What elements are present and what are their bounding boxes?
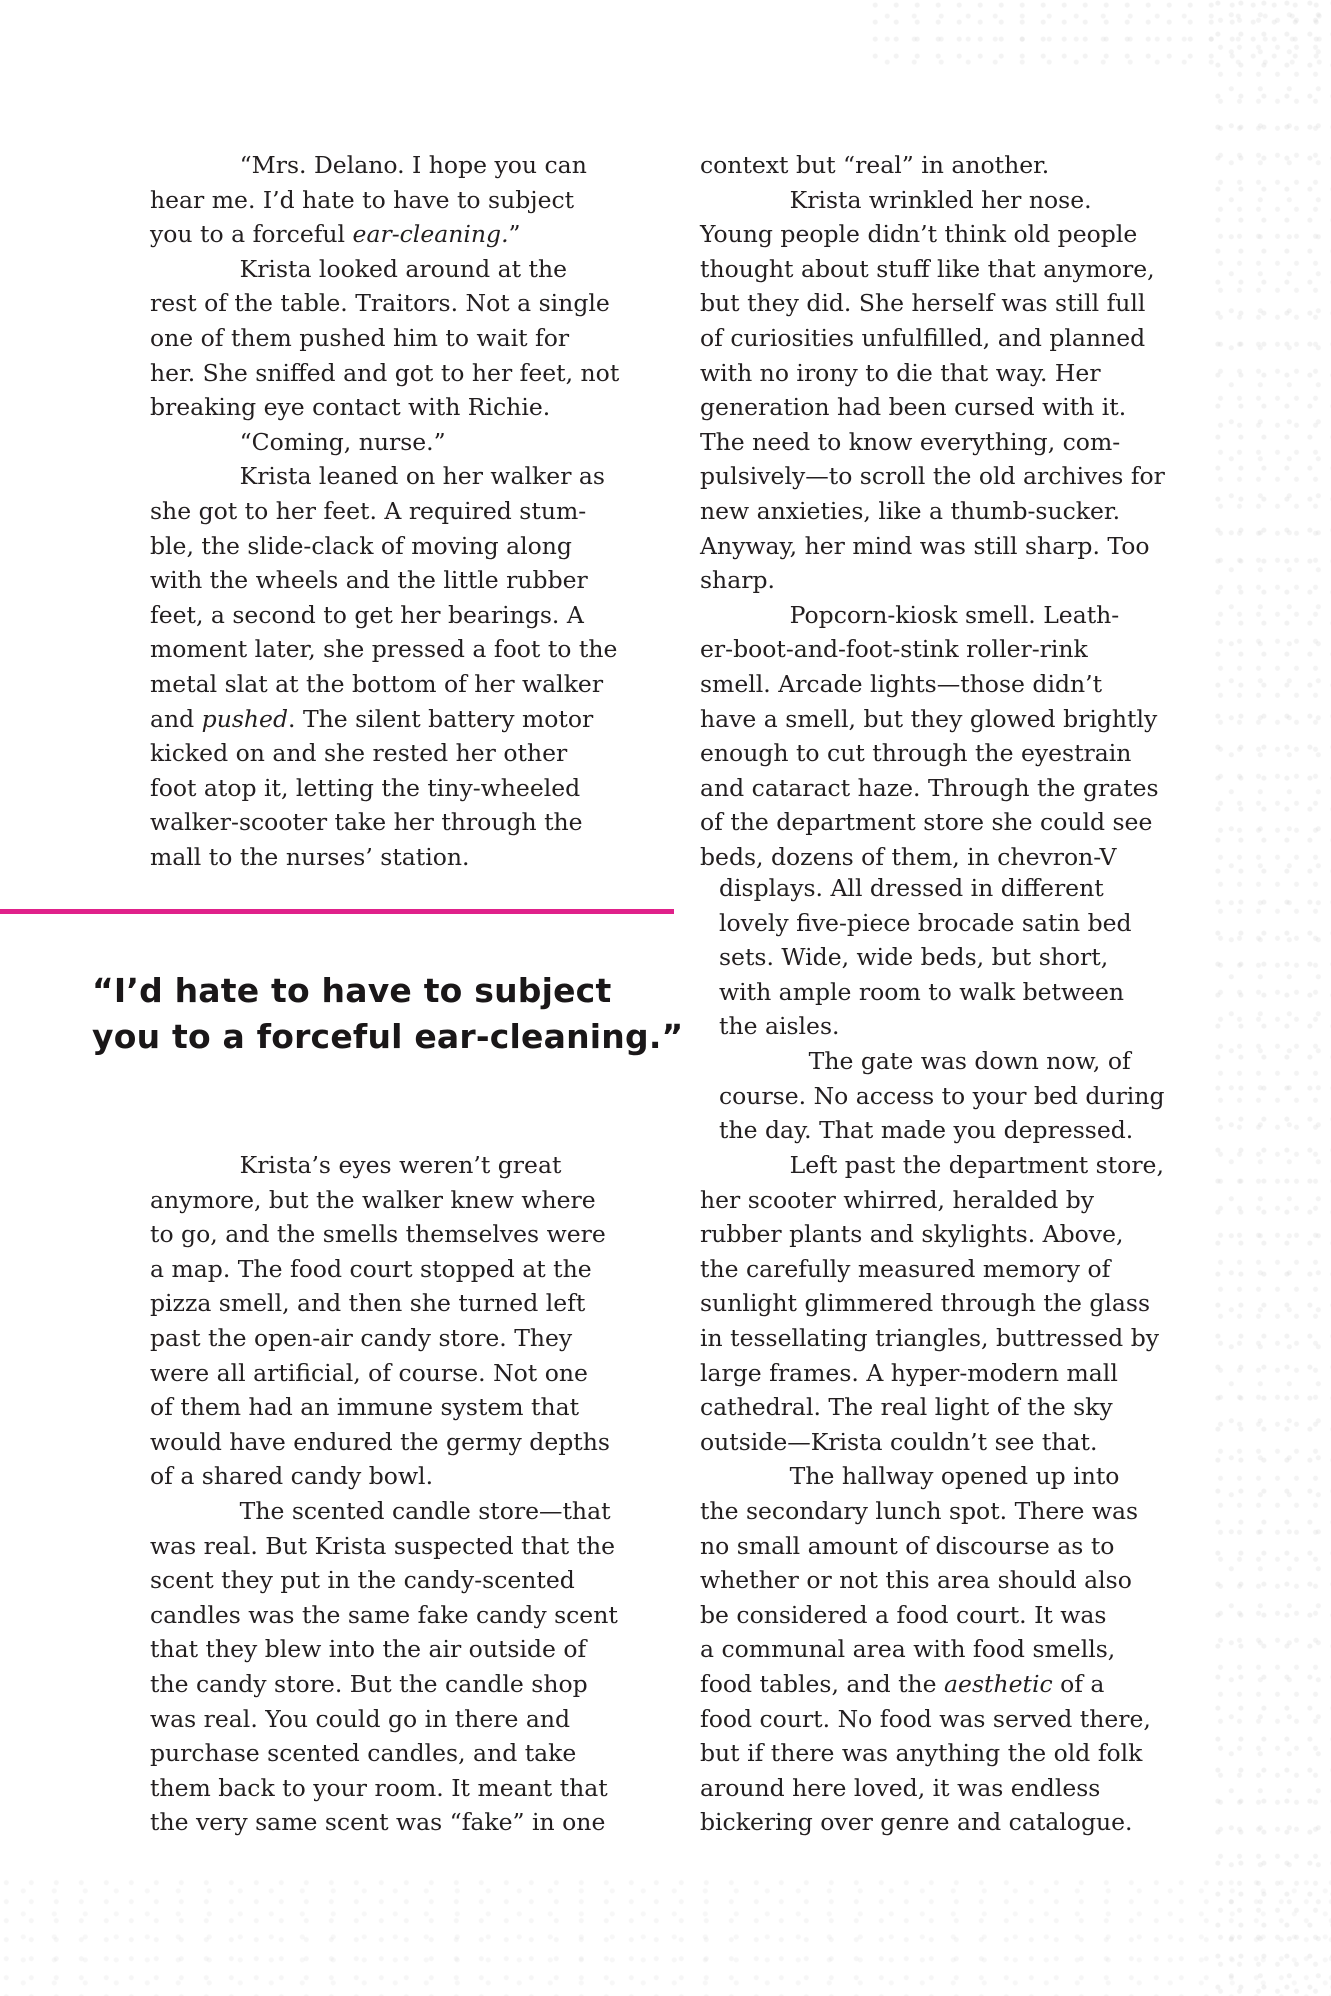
text-segment: a communal area with food smells, — [700, 1635, 1116, 1664]
text-segment: Left past the department store, — [789, 1151, 1164, 1179]
text-segment: of curiosities unfulfilled, and planned — [700, 323, 1146, 352]
text-segment: was real. You could go in there and — [150, 1704, 571, 1733]
text-line — [150, 1736, 618, 1771]
text-segment: “Coming, nurse.” — [239, 427, 446, 456]
text-line — [150, 1494, 618, 1529]
text-line — [150, 529, 619, 564]
pull-quote — [92, 968, 683, 1060]
text-line — [700, 459, 1165, 494]
text-segment: whether or not this area should also — [700, 1566, 1132, 1595]
text-line — [700, 252, 1165, 287]
text-line — [700, 1148, 1164, 1183]
text-line — [700, 1702, 1164, 1737]
text-line — [150, 321, 619, 356]
italic-segment: aesthetic — [944, 1669, 1053, 1698]
text-line — [150, 1252, 618, 1287]
text-segment: with no irony to die that way. Her — [700, 358, 1101, 387]
text-line — [150, 494, 619, 529]
text-line — [700, 805, 1165, 840]
text-segment: ble, the slide-clack of moving along — [150, 531, 572, 560]
text-line — [700, 598, 1165, 633]
text-line — [700, 1183, 1164, 1218]
text-segment: be considered a food court. It was — [700, 1600, 1107, 1629]
text-line — [700, 390, 1165, 425]
italic-segment: pushed — [201, 704, 288, 733]
text-segment: you to a forceful — [150, 220, 353, 249]
text-line — [150, 736, 619, 771]
text-line — [150, 771, 619, 806]
text-segment: the aisles. — [719, 1012, 840, 1041]
text-segment: would have endured the germy depths — [150, 1427, 610, 1456]
text-segment: sets. Wide, wide beds, but short, — [719, 943, 1109, 972]
text-segment: rubber plants and skylights. Above, — [700, 1220, 1124, 1249]
text-line — [150, 667, 619, 702]
text-segment: food court. No food was served there, — [700, 1704, 1151, 1733]
text-segment: pizza smell, and then she turned left — [150, 1289, 586, 1318]
text-segment: moment later, she pressed a foot to the — [150, 635, 618, 664]
text-segment: foot atop it, letting the tiny-wheeled — [150, 773, 581, 802]
pull-quote-line-1: “I’d hate to have to subject — [92, 971, 612, 1010]
text-line — [150, 148, 619, 183]
text-segment: the day. That made you depressed. — [719, 1116, 1134, 1145]
text-line — [700, 1771, 1164, 1806]
text-line — [700, 1805, 1164, 1840]
text-line — [150, 459, 619, 494]
text-segment: The gate was down now, of — [808, 1046, 1131, 1075]
text-line — [700, 1529, 1164, 1564]
text-segment: a map. The food court stopped at the — [150, 1254, 592, 1283]
text-line — [700, 425, 1165, 460]
text-line — [700, 667, 1165, 702]
text-line — [700, 840, 1165, 875]
text-line — [150, 840, 619, 875]
text-segment: one of them pushed him to wait for — [150, 323, 570, 352]
text-segment: sharp. — [700, 566, 775, 595]
text-line — [150, 1183, 618, 1218]
text-segment: er-boot-and-foot-stink roller-rink — [700, 635, 1088, 664]
text-line — [700, 736, 1165, 771]
text-segment: of a shared candy bowl. — [150, 1462, 434, 1491]
text-segment: The need to know everything, com- — [700, 427, 1121, 456]
text-line — [719, 940, 1165, 975]
text-line — [700, 1356, 1164, 1391]
text-line — [150, 1598, 618, 1633]
text-segment: Young people didn’t think old people — [700, 220, 1138, 249]
text-line — [150, 805, 619, 840]
text-segment: of a — [1052, 1669, 1105, 1698]
text-line — [700, 286, 1165, 321]
text-segment: metal slat at the bottom of her walker — [150, 669, 604, 698]
text-line — [700, 183, 1165, 218]
text-line — [150, 1667, 618, 1702]
text-line — [150, 1459, 618, 1494]
text-line — [700, 1321, 1164, 1356]
text-segment: rest of the table. Traitors. Not a single — [150, 289, 610, 318]
right-column-text-top — [700, 148, 1165, 874]
text-line — [150, 252, 619, 287]
left-column-text-top — [150, 148, 619, 874]
text-segment: lovely five-piece brocade satin bed — [719, 908, 1132, 937]
text-line — [719, 1009, 1165, 1044]
text-line — [150, 1632, 618, 1667]
text-segment: with the wheels and the little rubber — [150, 566, 588, 595]
text-segment: that they blew into the air outside of — [150, 1635, 587, 1664]
left-column-text-bottom — [150, 1148, 618, 1840]
text-segment: Anyway, her mind was still sharp. Too — [700, 531, 1150, 560]
text-line — [150, 1425, 618, 1460]
text-segment: in tessellating triangles, buttressed by — [700, 1323, 1160, 1352]
text-segment: food tables, and the — [700, 1669, 945, 1698]
text-line — [150, 1805, 618, 1840]
text-segment: was real. But Krista suspected that the — [150, 1531, 616, 1560]
text-segment: new anxieties, like a thumb-sucker. — [700, 496, 1121, 525]
text-segment: The scented candle store—that — [239, 1496, 611, 1525]
text-line — [150, 1702, 618, 1737]
text-line — [700, 1494, 1164, 1529]
text-line — [700, 321, 1165, 356]
text-line — [150, 286, 619, 321]
text-segment: to go, and the smells themselves were — [150, 1220, 606, 1249]
text-line — [150, 563, 619, 598]
text-segment: pulsively—to scroll the old archives for — [700, 462, 1165, 491]
text-segment: . The silent battery motor — [288, 704, 594, 733]
text-segment: kicked on and she rested her other — [150, 739, 568, 768]
text-segment: thought about stuff like that anymore, — [700, 254, 1155, 283]
text-segment: smell. Arcade lights—those didn’t — [700, 669, 1103, 698]
italic-segment: ear-cleaning. — [352, 220, 509, 249]
text-segment: anymore, but the walker knew where — [150, 1185, 596, 1214]
text-line — [150, 217, 619, 252]
text-segment: Krista’s eyes weren’t great — [239, 1151, 562, 1179]
text-segment: beds, dozens of them, in chevron-V — [700, 842, 1117, 871]
text-segment: of the department store she could see — [700, 808, 1153, 837]
text-line — [700, 529, 1165, 564]
text-line — [700, 1252, 1164, 1287]
text-segment: Krista wrinkled her nose. — [789, 185, 1092, 214]
text-line — [150, 1529, 618, 1564]
text-line — [150, 1563, 618, 1598]
text-segment: The hallway opened up into — [789, 1462, 1120, 1491]
text-line — [150, 1771, 618, 1806]
text-segment: context but “real” in another. — [700, 151, 1050, 179]
text-segment: scent they put in the candy-scented — [150, 1566, 575, 1595]
text-line — [150, 1286, 618, 1321]
text-line — [700, 632, 1165, 667]
text-line — [700, 1217, 1164, 1252]
text-line — [719, 871, 1165, 906]
text-segment: hear me. I’d hate to have to subject — [150, 185, 575, 214]
text-line — [700, 702, 1165, 737]
text-line — [700, 563, 1165, 598]
text-line — [700, 1667, 1164, 1702]
text-segment: the very same scent was “fake” in one — [150, 1808, 606, 1837]
text-line — [150, 1356, 618, 1391]
text-line — [700, 1632, 1164, 1667]
text-segment: Krista looked around at the — [239, 254, 567, 283]
text-segment: “Mrs. Delano. I hope you can — [239, 151, 587, 179]
text-line — [150, 702, 619, 737]
text-segment: the carefully measured memory of — [700, 1254, 1111, 1283]
text-line — [700, 494, 1165, 529]
text-segment: walker-scooter take her through the — [150, 808, 583, 837]
text-segment: no small amount of discourse as to — [700, 1531, 1115, 1560]
text-line — [150, 598, 619, 633]
text-segment: enough to cut through the eyestrain — [700, 739, 1132, 768]
text-segment: ” — [508, 220, 521, 249]
text-segment: the secondary lunch spot. There was — [700, 1496, 1139, 1525]
text-segment: candles was the same fake candy scent — [150, 1600, 618, 1629]
text-line — [150, 1148, 618, 1183]
text-segment: cathedral. The real light of the sky — [700, 1393, 1113, 1422]
text-line — [719, 1079, 1165, 1114]
text-line — [719, 1113, 1165, 1148]
text-line — [700, 356, 1165, 391]
text-segment: her scooter whirred, heralded by — [700, 1185, 1095, 1214]
text-segment: feet, a second to get her bearings. A — [150, 600, 584, 629]
text-segment: breaking eye contact with Richie. — [150, 393, 551, 422]
text-segment: but they did. She herself was still full — [700, 289, 1146, 318]
text-segment: the candy store. But the candle shop — [150, 1669, 588, 1698]
text-segment: Popcorn-kiosk smell. Leath- — [789, 600, 1120, 629]
text-segment: past the open-air candy store. They — [150, 1323, 573, 1352]
text-line — [150, 390, 619, 425]
text-line — [700, 1425, 1164, 1460]
text-segment: large frames. A hyper-modern mall — [700, 1358, 1118, 1387]
text-segment: them back to your room. It meant that — [150, 1773, 608, 1802]
text-segment: course. No access to your bed during — [719, 1081, 1165, 1110]
text-segment: and — [150, 704, 202, 733]
text-segment: of them had an immune system that — [150, 1393, 580, 1422]
text-segment: purchase scented candles, and take — [150, 1739, 577, 1768]
text-segment: have a smell, but they glowed brightly — [700, 704, 1158, 733]
text-line — [700, 148, 1165, 183]
text-segment: outside—Krista couldn’t see that. — [700, 1427, 1098, 1456]
text-segment: her. She sniffed and got to her feet, not — [150, 358, 620, 387]
text-line — [700, 217, 1165, 252]
text-segment: and cataract haze. Through the grates — [700, 773, 1159, 802]
grunge-texture-right — [1211, 0, 1331, 1996]
text-line — [719, 975, 1165, 1010]
text-segment: bickering over genre and catalogue. — [700, 1808, 1133, 1837]
pull-quote-rule — [0, 909, 674, 914]
text-line — [700, 771, 1165, 806]
right-column-text-wrap — [719, 871, 1165, 1148]
text-line — [700, 1459, 1164, 1494]
text-line — [700, 1390, 1164, 1425]
text-line — [700, 1286, 1164, 1321]
text-segment: mall to the nurses’ station. — [150, 842, 470, 871]
text-segment: with ample room to walk between — [719, 977, 1125, 1006]
text-segment: were all artificial, of course. Not one — [150, 1358, 588, 1387]
text-segment: displays. All dressed in different — [719, 874, 1104, 902]
text-segment: around here loved, it was endless — [700, 1773, 1101, 1802]
pull-quote-line-2: you to a forceful ear-cleaning.” — [92, 1017, 684, 1056]
text-line — [150, 183, 619, 218]
text-line — [150, 425, 619, 460]
text-line — [150, 632, 619, 667]
text-segment: Krista leaned on her walker as — [239, 462, 605, 491]
text-line — [719, 906, 1165, 941]
right-column-text-bottom — [700, 1148, 1164, 1840]
text-segment: sunlight glimmered through the glass — [700, 1289, 1151, 1318]
text-segment: generation had been cursed with it. — [700, 393, 1127, 422]
text-segment: but if there was anything the old folk — [700, 1739, 1143, 1768]
text-line — [150, 356, 619, 391]
grunge-texture-bottom — [0, 1876, 1331, 1996]
text-line — [150, 1321, 618, 1356]
text-line — [150, 1390, 618, 1425]
text-line — [700, 1563, 1164, 1598]
text-line — [719, 1044, 1165, 1079]
text-line — [700, 1598, 1164, 1633]
text-segment: she got to her feet. A required stum- — [150, 496, 587, 525]
text-line — [700, 1736, 1164, 1771]
text-line — [150, 1217, 618, 1252]
